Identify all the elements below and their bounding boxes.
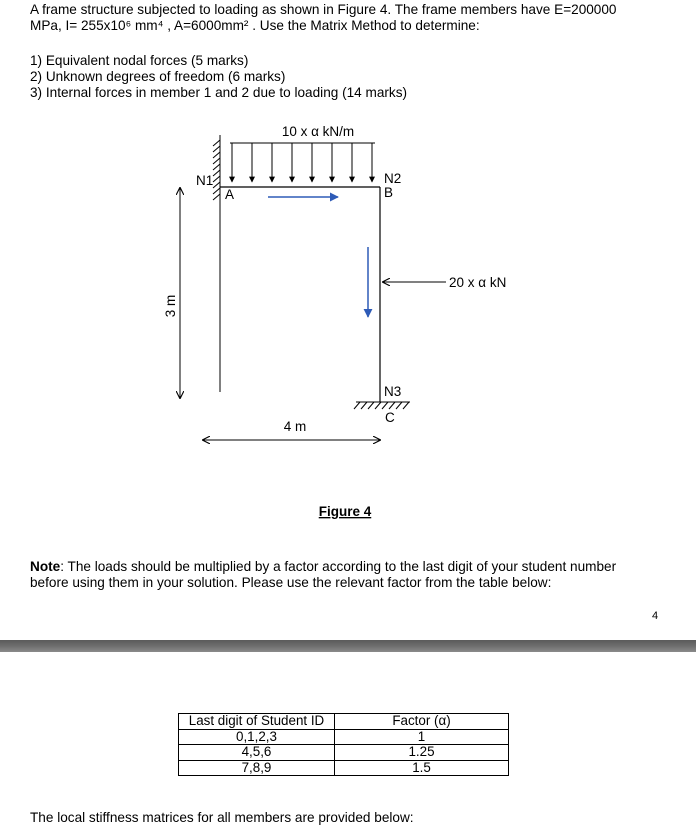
task-1: 1) Equivalent nodal forces (5 marks) <box>30 53 249 68</box>
note-line-1 <box>30 559 616 575</box>
task-2: 2) Unknown degrees of freedom (6 marks) <box>30 69 286 84</box>
table-cell: 4,5,6 <box>179 745 335 761</box>
header-student-id: Last digit of Student ID <box>179 714 335 730</box>
task-3: 3) Internal forces in member 1 and 2 due to loading (14 marks) <box>30 85 408 100</box>
intro-line-1: A frame structure subjected to loading as shown in Figure 4. The frame members have E=200000 <box>30 2 617 17</box>
table-cell: 1 <box>335 729 509 745</box>
footer-text: The local stiffness matrices for all members are provided below: <box>30 810 414 825</box>
support-c-hatch <box>354 402 409 409</box>
table-row <box>179 745 509 761</box>
height-dimension-label: 3 m <box>163 294 178 318</box>
table-row <box>179 760 509 776</box>
note-line-2: before using them in your solution. Please use the relevant factor from the table below: <box>30 575 552 590</box>
table-cell: 7,8,9 <box>179 760 335 776</box>
distributed-load-label: 10 x α kN/m <box>281 124 355 139</box>
udl-arrows <box>232 143 372 182</box>
node-1-label: N1 <box>196 173 214 188</box>
point-a-label: A <box>225 187 235 202</box>
page-number: 4 <box>652 610 659 622</box>
point-b-label: B <box>384 185 394 200</box>
point-c-label: C <box>385 410 395 425</box>
table-cell: 1.25 <box>335 745 509 761</box>
node-3-label: N3 <box>384 384 402 399</box>
span-dimension-label: 4 m <box>283 419 307 434</box>
intro-line-2: MPa, I= 255x10⁶ mm⁴ , A=6000mm² . Use the Matrix Method to determine: <box>30 18 480 33</box>
note-text-1: : The loads should be multiplied by a factor according to the last digit of your student number <box>60 559 617 574</box>
table-header-row <box>179 714 509 730</box>
node-2-label: N2 <box>384 171 402 186</box>
point-load-label: 20 x α kN <box>449 275 507 290</box>
table-cell: 0,1,2,3 <box>179 729 335 745</box>
figure-caption: Figure 4 <box>318 504 372 519</box>
table-row <box>179 729 509 745</box>
support-a-hatch <box>213 140 220 200</box>
page-break-divider <box>0 640 696 652</box>
header-factor: Factor (α) <box>335 714 509 730</box>
factor-table <box>178 713 509 776</box>
table-cell: 1.5 <box>335 760 509 776</box>
note-label: Note <box>30 559 61 574</box>
